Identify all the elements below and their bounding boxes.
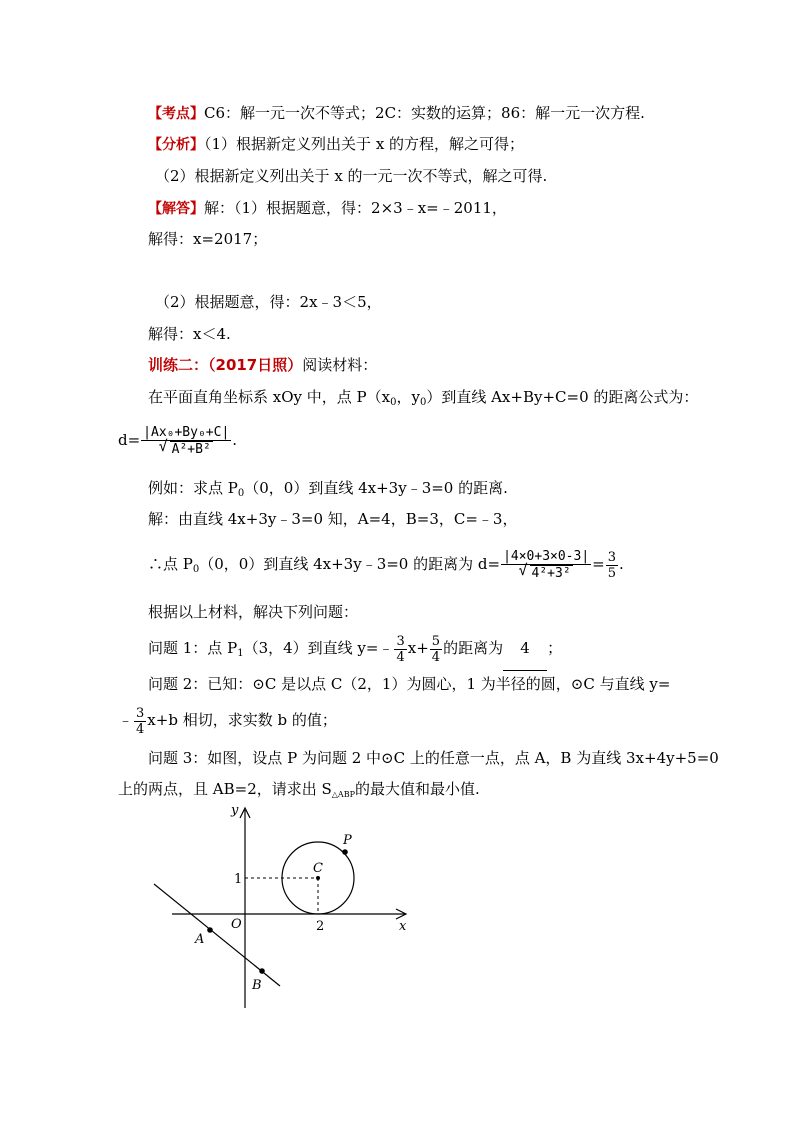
solve2-sub: 0 [192, 564, 200, 575]
q3-text-a: 问题 3：如图，设点 P 为问题 2 中⊙C 上的任意一点，点 A，B 为直线 3x+4y+5=0 [148, 749, 719, 767]
q1-fraction-2 [430, 634, 442, 665]
distance-formula [118, 414, 237, 466]
q2-text-b: ﹣ [118, 711, 134, 729]
kaodian-text: C6：解一元一次不等式；2C：实数的运算；86：解一元一次方程. [204, 104, 645, 122]
solve2-eq: = [592, 555, 605, 573]
q2-f-num: 3 [136, 705, 145, 721]
point-b [259, 968, 265, 974]
q1-answer-blank: 4 [503, 626, 547, 671]
q1-sub: 1 [237, 648, 244, 659]
formula-numerator: |Ax₀+By₀+C| [143, 425, 230, 440]
formula-end: . [232, 431, 238, 449]
q1-f2-num: 5 [431, 633, 441, 649]
q2-f-den: 4 [136, 721, 145, 737]
solve2-end: . [619, 555, 624, 573]
q3-sub: △ABP [331, 790, 355, 799]
question-3-line [148, 748, 719, 768]
label-b: B [252, 978, 262, 993]
question-2-line-2 [118, 698, 337, 742]
task-intro: 根据以上材料，解决下列问题： [148, 603, 359, 621]
solve-text-1: 解：由直线 4x+3y﹣3=0 知，A=4，B=3，C=﹣3， [148, 510, 518, 528]
solve2-numerator: |4×0+3×0-3| [503, 549, 590, 564]
jieda-line-4 [148, 324, 231, 344]
geometry-figure [140, 796, 420, 1011]
jieda-tag: 【解答】 [148, 201, 204, 217]
solve2-text-b: （0，0）到直线 4x+3y﹣3=0 的距离为 d= [199, 555, 501, 573]
fenxi-p2: （2）根据新定义列出关于 x 的一元一次不等式，解之可得. [155, 167, 548, 185]
fenxi-p1: （1）根据新定义列出关于 x 的方程，解之可得； [204, 135, 525, 153]
formula-fraction [141, 425, 231, 457]
intro-text-c: ）到直线 Ax+By+C=0 的距离公式为： [426, 388, 699, 406]
jieda-p2: 解得：x=2017； [148, 230, 268, 248]
q1-text-c: x+ [407, 639, 429, 657]
q2-fraction [134, 706, 146, 737]
q1-f2-den: 4 [431, 649, 441, 665]
q2-text-c: x+b 相切，求实数 b 的值； [147, 711, 337, 729]
q1-f1-den: 4 [396, 649, 405, 665]
solve2-fraction [501, 549, 591, 581]
intro-text-b: ，y [396, 388, 420, 406]
label-p: P [343, 833, 352, 848]
q1-text-d: 的距离为 [443, 639, 504, 657]
intro-line [148, 387, 698, 413]
formula-denominator: √ A²+B² [170, 441, 213, 457]
label-2: 2 [316, 919, 325, 934]
q1-text-a: 问题 1：点 P [148, 639, 238, 657]
q1-f1-num: 3 [396, 633, 405, 649]
center-point-c [316, 876, 320, 880]
question-2-line [148, 674, 670, 694]
q3-text-b: 上的两点，且 AB=2，请求出 S [118, 780, 332, 798]
intro-sub-1: 0 [419, 397, 427, 408]
intro-text-a: 在平面直角坐标系 xOy 中，点 P（x [148, 388, 391, 406]
q2-text-a: 问题 2：已知：⊙C 是以点 C（2，1）为圆心，1 为半径的圆，⊙C 与直线 y= [148, 675, 671, 693]
kaodian-line [148, 103, 645, 124]
training-title-line [148, 355, 377, 375]
solve2-denominator: √ 4²+3² [530, 565, 573, 581]
jieda-line-3 [155, 292, 382, 312]
jieda-p3: （2）根据题意，得：2x﹣3＜5， [155, 293, 382, 311]
jieda-line [148, 198, 507, 219]
jieda-p4: 解得：x＜4. [148, 325, 231, 343]
question-1-line [148, 626, 562, 676]
label-1: 1 [234, 872, 243, 887]
q1-text-e: ； [547, 639, 563, 657]
point-a [207, 927, 213, 933]
q1-fraction-1 [394, 634, 406, 665]
example-text-b: （0，0）到直线 4x+3y﹣3=0 的距离. [244, 479, 508, 497]
fenxi-line-2 [155, 166, 547, 186]
example-sub: 0 [237, 488, 245, 499]
q3-text-c: 的最大值和最小值. [354, 780, 480, 798]
label-a: A [195, 932, 205, 947]
example-text-a: 例如：求点 P [148, 479, 238, 497]
solve2-result-num: 3 [607, 549, 617, 565]
fenxi-line [148, 134, 524, 155]
intro-sub-0: 0 [390, 397, 397, 408]
fenxi-tag: 【分析】 [148, 137, 204, 153]
point-p [342, 849, 348, 855]
q1-text-b: （3，4）到直线 y=﹣ [243, 639, 394, 657]
task-intro-line [148, 602, 358, 622]
solve-line-1 [148, 509, 517, 529]
jieda-line-2 [148, 229, 267, 249]
jieda-p1: 解：（1）根据题意，得：2×3﹣x=﹣2011， [204, 199, 507, 217]
label-c: C [313, 861, 323, 876]
kaodian-tag: 【考点】 [148, 106, 204, 122]
training-title-rest: 阅读材料： [302, 356, 378, 374]
solve-line-2 [148, 540, 624, 594]
solve2-text-a: ∴点 P [148, 555, 193, 573]
training-title: 训练二：（2017日照） [148, 356, 303, 374]
formula-lhs: d= [118, 431, 141, 449]
example-line [148, 478, 508, 504]
label-y: y [231, 803, 239, 818]
solve2-result-den: 5 [607, 565, 617, 581]
label-o: O [231, 917, 242, 932]
label-x: x [399, 919, 407, 934]
solve2-result-fraction [606, 550, 618, 581]
